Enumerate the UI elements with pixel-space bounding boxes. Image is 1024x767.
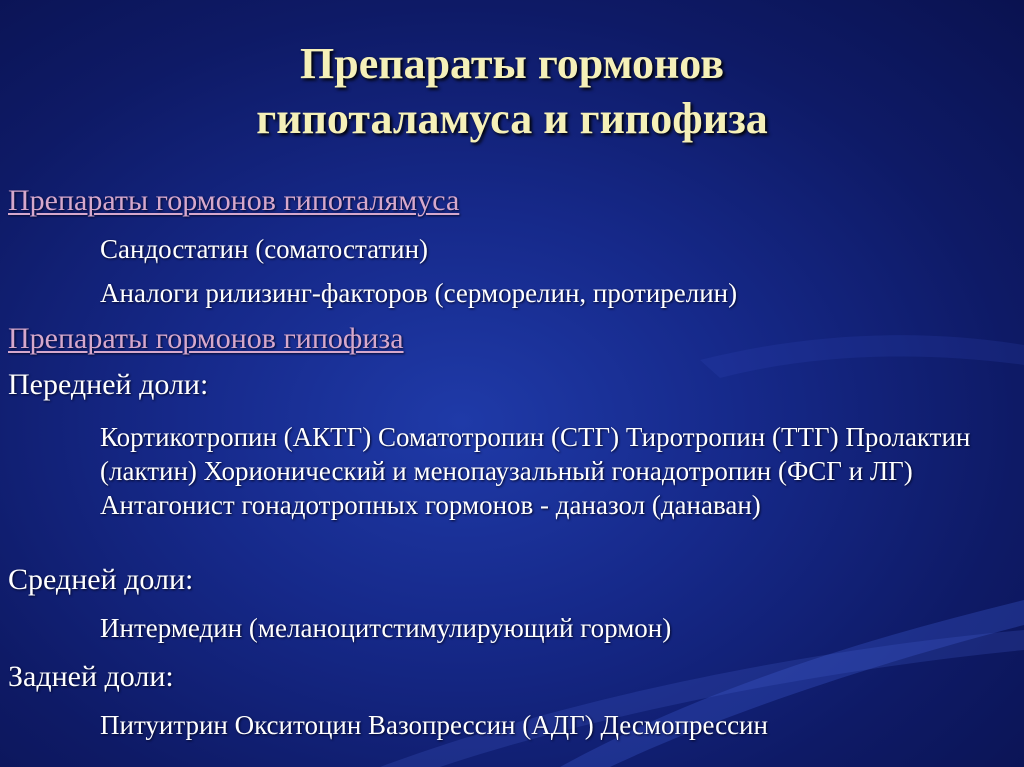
hypothalamus-heading-link[interactable]: Препараты гормонов гипоталямуса [8, 184, 460, 217]
anterior-lobe-label: Передней доли: [8, 368, 209, 401]
slide-title [0, 36, 1024, 146]
posterior-lobe-drugs: Питуитрин Окситоцин Вазопрессин (АДГ) Десмопрессин [100, 710, 768, 740]
middle-lobe-label: Средней доли: [8, 563, 194, 596]
hypothalamus-item: Сандостатин (соматостатин) [100, 234, 429, 264]
hypothalamus-item: Аналоги рилизинг-факторов (серморелин, протирелин) [100, 278, 738, 308]
middle-lobe-drugs: Интермедин (меланоцитстимулирующий гормон) [100, 613, 672, 643]
title-line-1: Препараты гормонов [300, 39, 724, 88]
title-line-2: гипоталамуса и гипофиза [256, 94, 768, 143]
pituitary-heading-link[interactable]: Препараты гормонов гипофиза [8, 322, 404, 355]
posterior-lobe-label: Задней доли: [8, 660, 174, 693]
anterior-lobe-drugs: Кортикотропин (АКТГ) Соматотропин (СТГ) Тиротропин (ТТГ) Пролактин (лактин) Хорионический и менопаузальный гонадотропин (ФСГ и ЛГ) Антагонист гонадотропных гормонов - даназол (данаван) [100, 422, 971, 520]
